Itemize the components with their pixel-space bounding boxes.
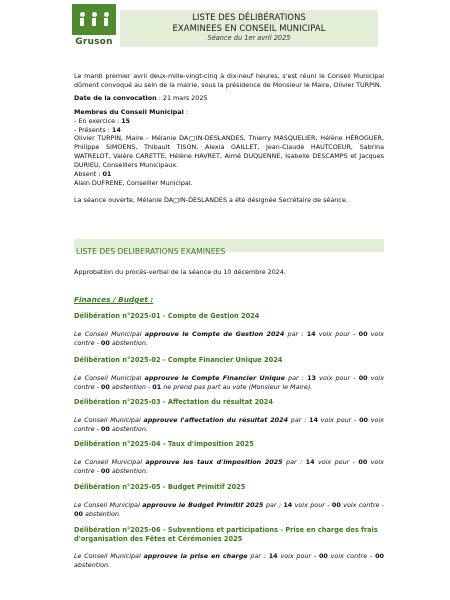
d2-pre: Le Conseil Municipal — [74, 373, 145, 382]
d4-mid: voix pour - — [314, 458, 359, 467]
d6-bold: approuve la prise en charge — [143, 552, 248, 561]
d1-bold: approuve le Compte de Gestion 2024 — [144, 330, 285, 338]
d2-end: abstention - — [109, 382, 153, 391]
members-label: Membres du Conseil Municipal — [74, 107, 184, 116]
d6-v1: 14 — [268, 552, 278, 561]
absent-label: Absent : — [74, 170, 103, 179]
d4-v2: 00 — [358, 458, 368, 467]
exercice-value: 15 — [121, 116, 131, 125]
deliberation-2-text — [74, 374, 384, 392]
exercice-label: - En exercice : — [74, 116, 122, 125]
d4-v1: 14 — [305, 458, 315, 467]
d1-v1: 14 — [306, 330, 316, 338]
d3-vote: par : — [288, 415, 310, 424]
header-title-line1: LISTE DES DÉLIBÉRATIONS — [192, 12, 306, 22]
members-line — [74, 108, 384, 117]
logo-text: Gruson — [75, 37, 113, 47]
d1-end: abstention. — [109, 338, 148, 347]
d2-v1: 13 — [307, 373, 316, 382]
d1-v2: 00 — [358, 330, 368, 338]
document-header — [120, 10, 378, 47]
deliberation-3-text — [74, 416, 384, 434]
intro-paragraph: Le mardi premier avril deux-mille-vingt-cinq à dix-neuf heures, s'est réuni le Conseil Municipal dûment convoqué au sein de la mairie, sous la présidence de Monsieur le Maire, Olivier TURPIN. — [74, 72, 384, 89]
exercice-line — [74, 117, 384, 126]
d5-mid: voix pour - — [292, 501, 332, 510]
d3-pre: Le Conseil Municipal — [74, 415, 144, 424]
d1-mid2: voix contre - — [74, 330, 385, 347]
opening-line: La séance ouverte, Mélanie DA□IN-DESLANDES a été désignée Secrétaire de séance. — [74, 195, 348, 204]
present-names: Olivier TURPIN, Maire - Mélanie DA□IN-DESLANDES, Thierry MASQUELIER, Hélène HÉROGUER, Philippe SIMOENS, Thibault TISON, Alexia GAILLET, Jean-Claude HAUTCOEUR, Sabrina WATRELOT, Valère CARETTE, Hélène HAVRET, Aimé DUQUENNE, Isabelle DESCAMPS et Jacques DURIEU, Conseillers Municipaux. — [74, 134, 384, 170]
header-title-line2: EXAMINEES EN CONSEIL MUNICIPAL — [172, 22, 326, 33]
d5-bold: approuve le Budget Primitif 2025 — [142, 501, 264, 510]
finances-heading: Finances / Budget : — [74, 295, 154, 304]
deliberation-6-title: Délibération n°2025-06 - Subventions et participations - Prise en charge des frais d'organisation des Fêtes et Cérémonies 2025 — [74, 526, 378, 544]
convocation-label: Date de la convocation — [74, 93, 157, 102]
logo-emblem — [72, 4, 116, 35]
finances-section — [74, 295, 384, 570]
deliberation-5-text — [74, 501, 384, 519]
members-colon: : — [183, 107, 189, 116]
deliberation-3-title: Délibération n°2025-03 - Affectation du résultat 2024 — [74, 397, 273, 406]
deliberation-4-title: Délibération n°2025-04 - Taux d'imposition 2025 — [74, 440, 254, 449]
header-subtitle: Séance du 1er avril 2025 — [207, 34, 291, 42]
d3-v1: 14 — [309, 415, 318, 424]
section-heading — [74, 239, 384, 256]
intro-block — [74, 72, 384, 205]
deliberation-5-title: Délibération n°2025-05 - Budget Primitif 2025 — [74, 483, 246, 492]
d4-end: abstention. — [109, 467, 148, 476]
d3-bold: approuve l'affectation du résultat 2024 — [143, 415, 289, 424]
d6-pre: Le Conseil Municipal — [74, 552, 144, 561]
absent-names: Alain DUFRENE, Conseiller Municipal. — [74, 178, 193, 187]
d5-mid2: voix contre - — [340, 501, 384, 510]
d2-bold: approuve le Compte Financier Unique — [144, 373, 285, 382]
d4-vote: par : — [282, 458, 306, 467]
deliberation-1-text — [74, 330, 384, 348]
section-title: LISTE DES DELIBERATIONS EXAMINEES — [76, 247, 226, 256]
d6-v3: 00 — [375, 552, 384, 561]
d1-mid: voix pour - — [315, 330, 359, 338]
absent-line — [74, 170, 384, 179]
d1-v3: 00 — [100, 338, 110, 347]
d6-mid2: voix contre - — [327, 552, 376, 561]
d3-mid: voix pour - — [317, 415, 360, 424]
d2-v4: 01 — [152, 382, 162, 391]
d5-v1: 14 — [283, 501, 293, 510]
d3-end: abstention. — [109, 424, 148, 433]
d5-v3: 00 — [74, 510, 83, 519]
municipality-logo — [72, 4, 116, 48]
d6-vote: par : — [247, 552, 269, 561]
approval-line: Approbation du procès-verbal de la séance du 10 décembre 2024. — [74, 268, 286, 276]
approval-block — [74, 268, 384, 277]
d2-mid: voix pour - — [315, 373, 359, 382]
deliberation-6-text — [74, 552, 384, 570]
presents-label: - Présents : — [74, 125, 112, 134]
d5-vote: par : — [263, 501, 284, 510]
d3-v3: 00 — [100, 424, 110, 433]
d5-v2: 00 — [331, 501, 341, 510]
d4-bold: approuve les taux d'imposition 2025 — [145, 458, 283, 467]
convocation-line — [74, 94, 384, 103]
d6-end: abstention. — [74, 560, 111, 569]
d2-vote: par : — [284, 373, 308, 382]
absent-value: 01 — [102, 170, 112, 179]
d2-mid2: voix contre - — [74, 373, 384, 391]
d2-v2: 00 — [358, 373, 368, 382]
d3-mid2: voix contre - — [74, 415, 385, 433]
deliberation-1-title: Délibération n°2025-01 - Compte de Gestion 2024 — [74, 312, 260, 320]
d1-pre: Le Conseil Municipal — [74, 330, 145, 338]
d2-v3: 00 — [100, 382, 110, 391]
d4-mid2: voix contre - — [74, 458, 384, 476]
d6-mid: voix pour - — [277, 552, 319, 561]
convocation-value: : 21 mars 2025 — [156, 93, 208, 102]
deliberation-4-text — [74, 458, 384, 476]
deliberation-2-title: Délibération n°2025-02 - Compte Financier Unique 2024 — [74, 355, 283, 364]
d6-v2: 00 — [318, 552, 328, 561]
d3-v2: 00 — [359, 415, 369, 424]
d5-end: abstention. — [82, 510, 122, 519]
presents-value: 14 — [111, 125, 121, 134]
d2-end2: ne prend pas part au vote (Monsieur le Maire). — [161, 382, 313, 391]
d5-pre: Le Conseil Municipal — [74, 501, 143, 510]
d4-v3: 00 — [100, 467, 110, 476]
d4-pre: Le Conseil Municipal — [74, 458, 146, 467]
d1-vote: par : — [284, 330, 307, 338]
